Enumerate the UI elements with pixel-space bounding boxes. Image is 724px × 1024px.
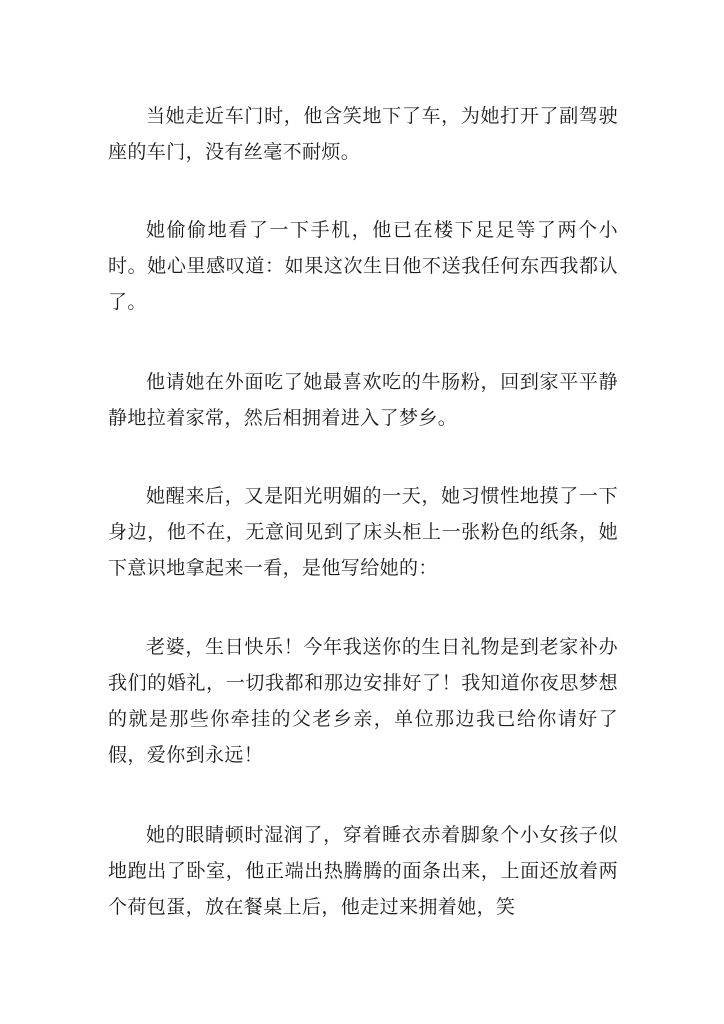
paragraph-2: 她偷偷地看了一下手机，他已在楼下足足等了两个小时。她心里感叹道：如果这次生日他不送我任何东西我都认了。 [108,219,618,313]
paragraph-1: 当她走近车门时，他含笑地下了车，为她打开了副驾驶座的车门，没有丝毫不耐烦。 [108,105,618,163]
paragraph-3: 他请她在外面吃了她最喜欢吃的牛肠粉，回到家平平静静地拉着家常，然后相拥着进入了梦乡。 [108,371,618,429]
paragraph-5-note: 老婆，生日快乐！今年我送你的生日礼物是到老家补办我们的婚礼，一切我都和那边安排好了！我知道你夜思梦想的就是那些你牵挂的父老乡亲，单位那边我已给你请好了假，爱你到永远！ [108,636,618,766]
paragraph-4: 她醒来后，又是阳光明媚的一天，她习惯性地摸了一下身边，他不在，无意间见到了床头柜上一张粉色的纸条，她下意识地拿起来一看，是他写给她的： [108,485,618,579]
paragraph-6: 她的眼睛顿时湿润了，穿着睡衣赤着脚象个小女孩子似地跑出了卧室，他正端出热腾腾的面条出来，上面还放着两个荷包蛋，放在餐桌上后，他走过来拥着她，笑 [108,824,618,918]
